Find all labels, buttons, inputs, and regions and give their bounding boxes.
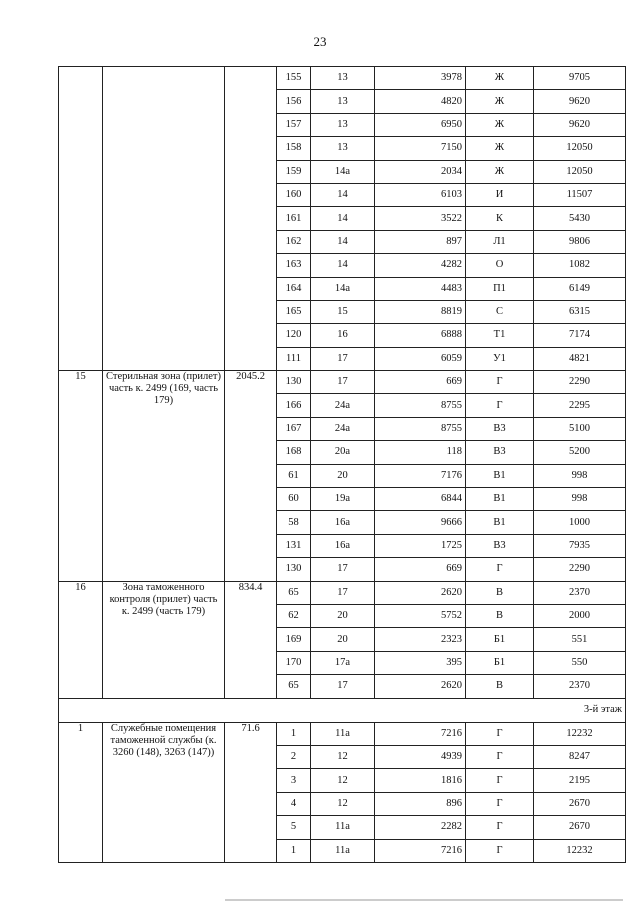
segment-code: 17а xyxy=(311,651,375,674)
coordinate-x: 5752 xyxy=(375,604,466,627)
coordinate-x: 7176 xyxy=(375,464,466,487)
page-number: 23 xyxy=(313,34,327,49)
coordinate-x: 4483 xyxy=(375,277,466,300)
sector-letter: И xyxy=(466,183,534,206)
sector-letter: В xyxy=(466,581,534,604)
sector-letter: Г xyxy=(466,394,534,417)
coordinate-x: 6103 xyxy=(375,183,466,206)
point-number: 65 xyxy=(277,675,311,698)
group-area-cell: 71.6 xyxy=(225,722,277,862)
point-number: 167 xyxy=(277,417,311,440)
segment-code: 14 xyxy=(311,230,375,253)
point-number: 160 xyxy=(277,183,311,206)
coordinate-y: 1082 xyxy=(534,254,626,277)
point-number: 61 xyxy=(277,464,311,487)
floor-row xyxy=(59,698,626,722)
point-number: 65 xyxy=(277,581,311,604)
coordinate-x: 4939 xyxy=(375,745,466,768)
coordinate-y: 5100 xyxy=(534,417,626,440)
table-row xyxy=(59,581,626,604)
segment-code: 24а xyxy=(311,394,375,417)
coordinate-x: 896 xyxy=(375,792,466,815)
coordinate-x: 2620 xyxy=(375,675,466,698)
sector-letter: В xyxy=(466,675,534,698)
sector-letter: Ж xyxy=(466,90,534,113)
coordinate-y: 2670 xyxy=(534,792,626,815)
point-number: 60 xyxy=(277,488,311,511)
coordinate-x: 9666 xyxy=(375,511,466,534)
sector-letter: Г xyxy=(466,839,534,862)
coordinate-y: 5200 xyxy=(534,441,626,464)
segment-code: 14а xyxy=(311,277,375,300)
segment-code: 17 xyxy=(311,371,375,394)
coordinate-x: 669 xyxy=(375,558,466,581)
coordinate-x: 2282 xyxy=(375,816,466,839)
coordinate-x: 8819 xyxy=(375,300,466,323)
coordinate-x: 118 xyxy=(375,441,466,464)
coordinate-x: 6059 xyxy=(375,347,466,370)
point-number: 1 xyxy=(277,839,311,862)
segment-code: 24а xyxy=(311,417,375,440)
point-number: 163 xyxy=(277,254,311,277)
sector-letter: Г xyxy=(466,792,534,815)
point-number: 131 xyxy=(277,534,311,557)
segment-code: 14 xyxy=(311,207,375,230)
segment-code: 20 xyxy=(311,464,375,487)
point-number: 2 xyxy=(277,745,311,768)
table-row xyxy=(59,371,626,394)
table-row xyxy=(59,722,626,745)
point-number: 165 xyxy=(277,300,311,323)
point-number: 111 xyxy=(277,347,311,370)
coordinate-y: 998 xyxy=(534,488,626,511)
coordinate-y: 2195 xyxy=(534,769,626,792)
sector-letter: Г xyxy=(466,722,534,745)
coordinate-x: 2620 xyxy=(375,581,466,604)
sector-letter: Г xyxy=(466,816,534,839)
segment-code: 17 xyxy=(311,675,375,698)
coordinate-y: 2370 xyxy=(534,581,626,604)
coordinate-y: 12232 xyxy=(534,839,626,862)
segment-code: 13 xyxy=(311,137,375,160)
coordinate-x: 7150 xyxy=(375,137,466,160)
segment-code: 11а xyxy=(311,722,375,745)
segment-code: 12 xyxy=(311,792,375,815)
coordinate-y: 998 xyxy=(534,464,626,487)
point-number: 130 xyxy=(277,558,311,581)
sector-letter: Г xyxy=(466,558,534,581)
sector-letter: С xyxy=(466,300,534,323)
sector-letter: В3 xyxy=(466,417,534,440)
point-number: 5 xyxy=(277,816,311,839)
coordinates-table xyxy=(58,66,626,863)
coordinate-y: 9705 xyxy=(534,67,626,90)
segment-code: 20а xyxy=(311,441,375,464)
point-number: 155 xyxy=(277,67,311,90)
sector-letter: Г xyxy=(466,371,534,394)
segment-code: 17 xyxy=(311,581,375,604)
group-description-cell: Стерильная зона (прилет) часть к. 2499 (169, часть 179) xyxy=(103,371,225,582)
sector-letter: Ж xyxy=(466,160,534,183)
point-number: 3 xyxy=(277,769,311,792)
coordinate-y: 9620 xyxy=(534,90,626,113)
floor-label: 3-й этаж xyxy=(59,698,626,722)
segment-code: 13 xyxy=(311,113,375,136)
coordinate-y: 2000 xyxy=(534,604,626,627)
segment-code: 17 xyxy=(311,558,375,581)
coordinate-y: 2290 xyxy=(534,371,626,394)
sector-letter: О xyxy=(466,254,534,277)
segment-code: 12 xyxy=(311,769,375,792)
coordinate-y: 9620 xyxy=(534,113,626,136)
point-number: 166 xyxy=(277,394,311,417)
segment-code: 14 xyxy=(311,254,375,277)
coordinate-x: 6844 xyxy=(375,488,466,511)
sector-letter: У1 xyxy=(466,347,534,370)
group-description-cell xyxy=(103,67,225,371)
coordinate-x: 3522 xyxy=(375,207,466,230)
coordinate-y: 4821 xyxy=(534,347,626,370)
sector-letter: Л1 xyxy=(466,230,534,253)
segment-code: 12 xyxy=(311,745,375,768)
segment-code: 16 xyxy=(311,324,375,347)
point-number: 159 xyxy=(277,160,311,183)
group-description-cell: Служебные помещения таможенной службы (к. 3260 (148), 3263 (147)) xyxy=(103,722,225,862)
group-area-cell: 2045.2 xyxy=(225,371,277,582)
coordinate-y: 9806 xyxy=(534,230,626,253)
point-number: 164 xyxy=(277,277,311,300)
sector-letter: В1 xyxy=(466,511,534,534)
coordinate-x: 897 xyxy=(375,230,466,253)
segment-code: 20 xyxy=(311,628,375,651)
segment-code: 15 xyxy=(311,300,375,323)
sector-letter: Б1 xyxy=(466,628,534,651)
table-row xyxy=(59,67,626,90)
group-area-cell xyxy=(225,67,277,371)
point-number: 161 xyxy=(277,207,311,230)
point-number: 58 xyxy=(277,511,311,534)
segment-code: 11а xyxy=(311,839,375,862)
coordinate-x: 395 xyxy=(375,651,466,674)
coordinate-y: 6315 xyxy=(534,300,626,323)
sector-letter: Ж xyxy=(466,67,534,90)
point-number: 4 xyxy=(277,792,311,815)
sector-letter: К xyxy=(466,207,534,230)
coordinate-y: 2290 xyxy=(534,558,626,581)
sector-letter: Г xyxy=(466,745,534,768)
scan-edge-line xyxy=(225,899,623,901)
point-number: 62 xyxy=(277,604,311,627)
segment-code: 20 xyxy=(311,604,375,627)
sector-letter: В xyxy=(466,604,534,627)
point-number: 158 xyxy=(277,137,311,160)
sector-letter: Б1 xyxy=(466,651,534,674)
coordinate-x: 7216 xyxy=(375,722,466,745)
coordinate-x: 8755 xyxy=(375,394,466,417)
coordinate-y: 550 xyxy=(534,651,626,674)
coordinate-x: 2034 xyxy=(375,160,466,183)
coordinate-y: 6149 xyxy=(534,277,626,300)
coordinate-x: 7216 xyxy=(375,839,466,862)
coordinate-y: 12050 xyxy=(534,137,626,160)
coordinate-x: 1816 xyxy=(375,769,466,792)
coordinate-x: 3978 xyxy=(375,67,466,90)
coordinate-x: 8755 xyxy=(375,417,466,440)
segment-code: 16а xyxy=(311,534,375,557)
point-number: 168 xyxy=(277,441,311,464)
segment-code: 13 xyxy=(311,90,375,113)
coordinate-x: 4282 xyxy=(375,254,466,277)
coordinate-y: 12050 xyxy=(534,160,626,183)
point-number: 1 xyxy=(277,722,311,745)
table-body xyxy=(59,67,626,863)
coordinate-y: 1000 xyxy=(534,511,626,534)
point-number: 157 xyxy=(277,113,311,136)
segment-code: 14 xyxy=(311,183,375,206)
segment-code: 11а xyxy=(311,816,375,839)
coordinate-y: 2295 xyxy=(534,394,626,417)
group-index-cell: 1 xyxy=(59,722,103,862)
point-number: 169 xyxy=(277,628,311,651)
group-area-cell: 834.4 xyxy=(225,581,277,698)
point-number: 120 xyxy=(277,324,311,347)
segment-code: 16а xyxy=(311,511,375,534)
coordinate-y: 5430 xyxy=(534,207,626,230)
coordinate-x: 2323 xyxy=(375,628,466,651)
point-number: 162 xyxy=(277,230,311,253)
coordinate-y: 11507 xyxy=(534,183,626,206)
point-number: 170 xyxy=(277,651,311,674)
coordinate-x: 1725 xyxy=(375,534,466,557)
coordinate-y: 7935 xyxy=(534,534,626,557)
segment-code: 13 xyxy=(311,67,375,90)
group-index-cell xyxy=(59,67,103,371)
sector-letter: Ж xyxy=(466,113,534,136)
sector-letter: Г xyxy=(466,769,534,792)
sector-letter: Т1 xyxy=(466,324,534,347)
sector-letter: В3 xyxy=(466,534,534,557)
coordinate-x: 669 xyxy=(375,371,466,394)
sector-letter: П1 xyxy=(466,277,534,300)
coordinate-x: 4820 xyxy=(375,90,466,113)
point-number: 156 xyxy=(277,90,311,113)
coordinate-y: 8247 xyxy=(534,745,626,768)
segment-code: 17 xyxy=(311,347,375,370)
sector-letter: В3 xyxy=(466,441,534,464)
segment-code: 14а xyxy=(311,160,375,183)
group-description-cell: Зона таможенного контроля (прилет) часть к. 2499 (часть 179) xyxy=(103,581,225,698)
segment-code: 19а xyxy=(311,488,375,511)
coordinate-x: 6888 xyxy=(375,324,466,347)
group-index-cell: 15 xyxy=(59,371,103,582)
group-index-cell: 16 xyxy=(59,581,103,698)
coordinate-y: 12232 xyxy=(534,722,626,745)
sector-letter: В1 xyxy=(466,488,534,511)
coordinate-y: 2370 xyxy=(534,675,626,698)
coordinate-y: 7174 xyxy=(534,324,626,347)
sector-letter: Ж xyxy=(466,137,534,160)
point-number: 130 xyxy=(277,371,311,394)
coordinate-y: 2670 xyxy=(534,816,626,839)
coordinate-y: 551 xyxy=(534,628,626,651)
coordinate-x: 6950 xyxy=(375,113,466,136)
sector-letter: В1 xyxy=(466,464,534,487)
